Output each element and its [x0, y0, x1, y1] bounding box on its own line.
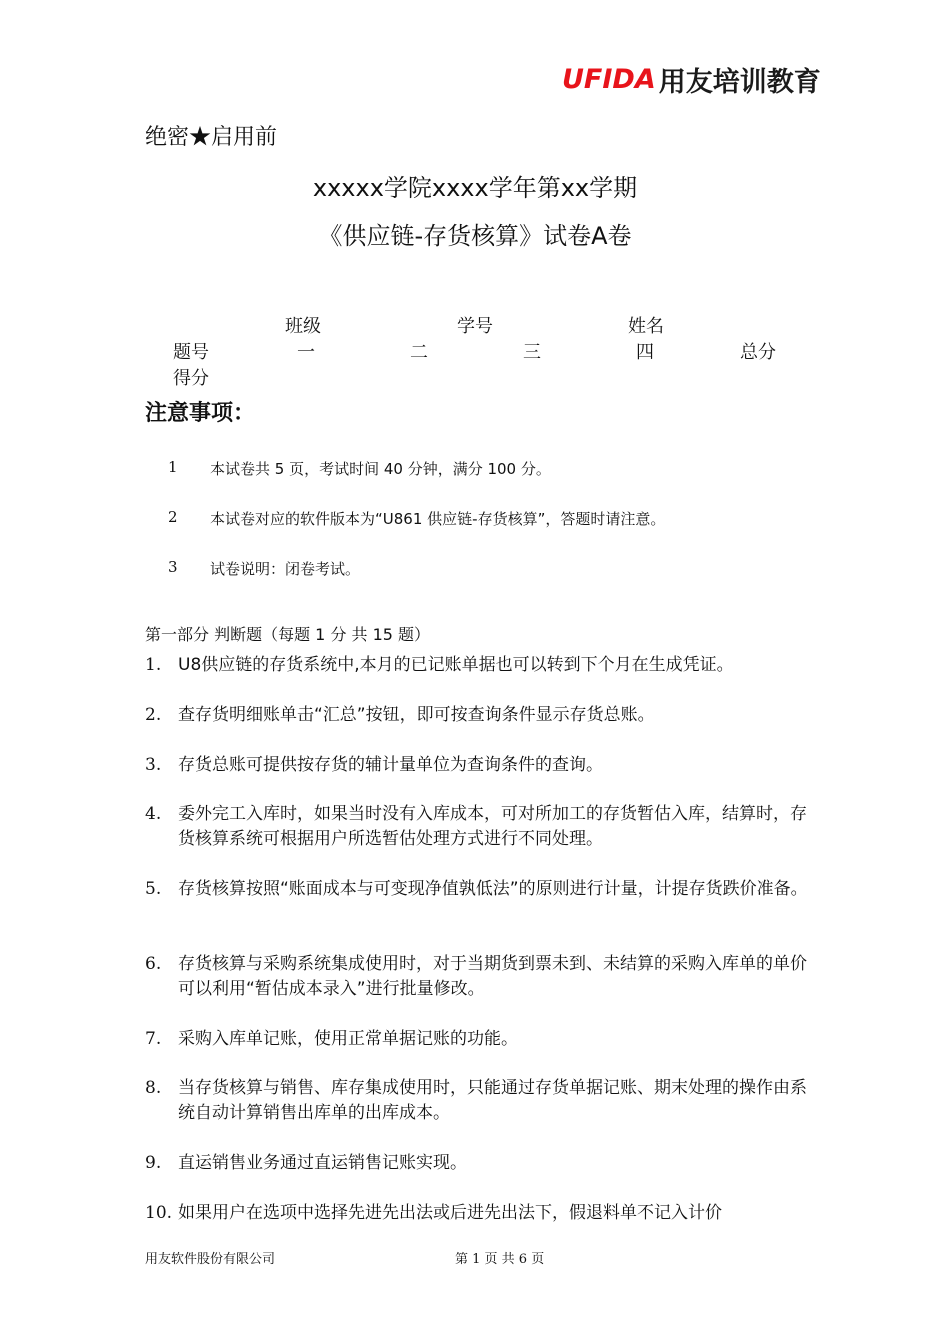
score-header-cell: 总分: [740, 342, 776, 363]
question-text: 存货核算按照“账面成本与可变现净值孰低法”的原则进行计量，计提存货跌价准备。: [178, 879, 808, 899]
question-text: 如果用户在选项中选择先进先出法或后进先出法下，假退料单不记入计价: [178, 1203, 722, 1223]
exam-title-line1: xxxxx学院xxxx学年第xx学期: [312, 174, 638, 202]
notice-item-text: 试卷说明：闭卷考试。: [210, 560, 361, 578]
question-number: 1.: [145, 655, 162, 675]
notice-item: [168, 508, 665, 529]
logo-text-en: UFIDA: [562, 63, 656, 95]
exam-title-line2: 《供应链-存货核算》试卷A卷: [318, 222, 632, 250]
part1-heading: 第一部分 判断题（每题 1 分 共 15 题）: [145, 625, 431, 644]
question-item: [145, 1027, 810, 1052]
student-no-label: 学号: [457, 316, 493, 337]
notice-item-number: 3: [168, 558, 178, 576]
question-item: [145, 877, 810, 902]
notice-item-number: 2: [168, 508, 178, 526]
score-header-cell: 四: [636, 342, 654, 363]
logo-text-cn: 用友培训教育: [658, 66, 821, 98]
question-item: [145, 1076, 810, 1126]
question-text: 当存货核算与销售、库存集成使用时，只能通过存货单据记账、期末处理的操作由系统自动计算销售出库单的出库成本。: [178, 1078, 807, 1123]
question-item: [145, 1151, 810, 1176]
notice-item-text: 本试卷对应的软件版本为“U861 供应链-存货核算”，答题时请注意。: [210, 510, 666, 528]
question-number: 7.: [145, 1029, 162, 1049]
notice-item: [168, 558, 360, 579]
question-number: 4.: [145, 804, 162, 824]
question-text: 查存货明细账单击“汇总”按钮，即可按查询条件显示存货总账。: [178, 705, 655, 725]
score-row-label: 得分: [173, 368, 209, 389]
question-item: [145, 952, 810, 1002]
question-number: 5.: [145, 879, 162, 899]
score-header-cell: 一: [297, 342, 315, 363]
question-text: 存货总账可提供按存货的辅计量单位为查询条件的查询。: [178, 755, 603, 775]
question-item: [145, 753, 810, 778]
score-header-cell: 题号: [173, 342, 209, 363]
footer-page-info: 第 1 页 共 6 页: [455, 1252, 545, 1267]
question-number: 9.: [145, 1153, 162, 1173]
question-text: 委外完工入库时，如果当时没有入库成本，可对所加工的存货暂估入库，结算时，存货核算系统可根据用户所选暂估处理方式进行不同处理。: [178, 804, 807, 849]
question-item: [145, 703, 810, 728]
question-text: 直运销售业务通过直运销售记账实现。: [178, 1153, 467, 1173]
question-number: 2.: [145, 705, 162, 725]
question-number: 6.: [145, 954, 162, 974]
notice-item-text: 本试卷共 5 页，考试时间 40 分钟，满分 100 分。: [210, 460, 551, 478]
question-text: 采购入库单记账，使用正常单据记账的功能。: [178, 1029, 518, 1049]
footer-company: 用友软件股份有限公司: [145, 1252, 276, 1267]
score-header-cell: 三: [523, 342, 541, 363]
score-header-cell: 二: [410, 342, 428, 363]
question-item: [145, 1201, 810, 1226]
confidential-mark: 绝密★启用前: [145, 125, 278, 150]
notice-item-number: 1: [168, 458, 178, 476]
ufida-logo: [562, 63, 821, 98]
question-number: 10.: [145, 1203, 173, 1223]
question-item: [145, 653, 810, 678]
question-number: 3.: [145, 755, 162, 775]
question-text: U8供应链的存货系统中,本月的已记账单据也可以转到下个月在生成凭证。: [178, 655, 734, 675]
name-label: 姓名: [628, 316, 664, 337]
notice-item: [168, 458, 551, 479]
question-text: 存货核算与采购系统集成使用时，对于当期货到票未到、未结算的采购入库单的单价可以利用“暂估成本录入”进行批量修改。: [178, 954, 807, 999]
notice-heading: 注意事项：: [145, 401, 256, 426]
question-item: [145, 802, 810, 852]
class-label: 班级: [285, 316, 321, 337]
question-number: 8.: [145, 1078, 162, 1098]
